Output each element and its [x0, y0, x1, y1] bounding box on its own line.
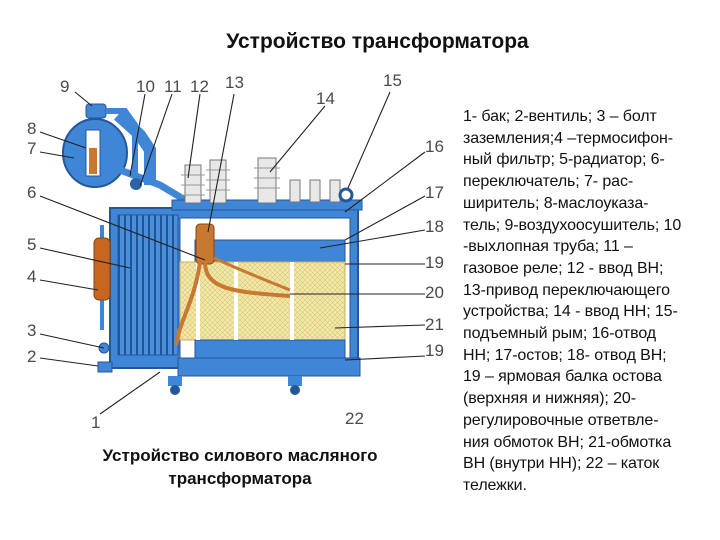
callout-19-bottom: 19	[425, 341, 444, 360]
callout-8: 8	[27, 119, 37, 138]
legend-line: ширитель; 8-маслоуказа-	[463, 194, 649, 212]
legend-line: (верхняя и нижняя); 20-	[463, 390, 636, 408]
legend-line: 1- бак; 2-вентиль; 3 – болт	[463, 108, 657, 125]
legend-line: регулировочные ответвле-	[463, 411, 659, 429]
trolley-wheels	[168, 376, 302, 395]
callout-14: 14	[316, 89, 335, 108]
legend-line: тель; 9-воздухоосушитель; 10	[463, 216, 682, 234]
callout-4: 4	[27, 267, 37, 286]
callout-2: 2	[27, 347, 37, 366]
transformer-diagram	[18, 66, 458, 444]
callout-21: 21	[425, 315, 444, 334]
radiator	[118, 215, 178, 355]
valve	[98, 362, 112, 372]
callout-6: 6	[27, 183, 37, 202]
legend-line: устройства; 14 - ввод НН; 15-	[463, 303, 678, 321]
caption-line-2: трансформатора	[168, 469, 312, 488]
legend-line: переключатель; 7- рас-	[463, 173, 634, 191]
bushings	[181, 158, 352, 203]
page-title: Устройство трансформатора	[226, 30, 529, 53]
legend-line: -выхлопная труба; 11 –	[463, 238, 633, 256]
legend-text	[463, 106, 718, 497]
callout-18: 18	[425, 217, 444, 236]
callout-5: 5	[27, 235, 37, 254]
callout-17: 17	[425, 183, 444, 202]
callout-11: 11	[164, 77, 182, 96]
callout-16: 16	[425, 137, 444, 156]
legend-line: тележки.	[463, 476, 527, 494]
legend-line: ВН (внутри НН); 22 – каток	[463, 455, 660, 473]
legend-line: 13-привод переключающего	[463, 281, 670, 299]
callout-22: 22	[345, 409, 364, 428]
callout-20: 20	[425, 283, 444, 302]
conservator	[63, 119, 127, 187]
diagram-caption	[70, 444, 410, 490]
caption-line-1: Устройство силового масляного	[102, 446, 378, 465]
callout-19-top: 19	[425, 253, 444, 272]
callout-1: 1	[91, 413, 101, 432]
callout-12: 12	[190, 77, 209, 96]
legend-line: 19 – ярмовая балка остова	[463, 368, 662, 386]
callout-13: 13	[225, 73, 244, 92]
thermosiphon-filter	[94, 225, 110, 330]
callout-9: 9	[60, 77, 70, 96]
legend-line: газовое реле; 12 - ввод ВН;	[463, 259, 664, 277]
legend-line: ный фильтр; 5-радиатор; 6-	[463, 151, 665, 169]
callout-10: 10	[136, 77, 155, 96]
legend-line: подъемный рым; 16-отвод	[463, 325, 657, 343]
legend-line: НН; 17-остов; 18- отвод ВН;	[463, 346, 667, 364]
legend-line: заземления;4 –термосифон-	[463, 129, 673, 147]
callout-15: 15	[383, 71, 402, 90]
callout-7: 7	[27, 139, 37, 158]
callout-3: 3	[27, 321, 37, 340]
legend-line: ния обмоток ВН; 21-обмотка	[463, 433, 672, 451]
